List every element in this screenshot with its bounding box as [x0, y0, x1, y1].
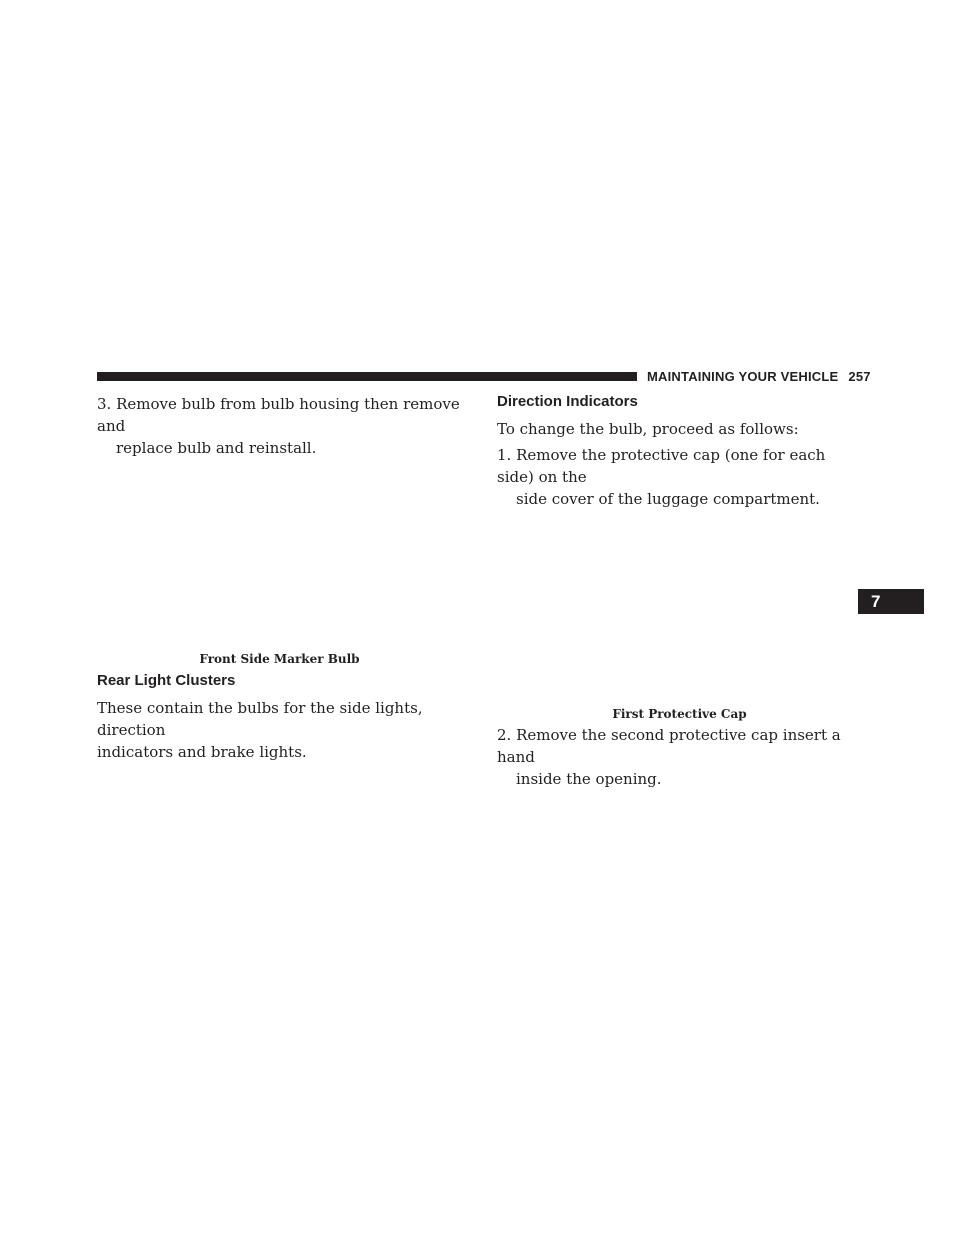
- step-3-number: 3.: [97, 395, 112, 413]
- step-2-line-2: inside the opening.: [516, 770, 662, 788]
- step-3-line-2: replace bulb and reinstall.: [116, 439, 317, 457]
- intro-text: To change the bulb, proceed as follows:: [497, 420, 799, 438]
- step-3: [97, 393, 462, 459]
- chapter-tab: 7: [858, 589, 924, 614]
- header-rule: [97, 372, 637, 381]
- paragraph-line-1: These contain the bulbs for the side lights, direction: [97, 699, 423, 739]
- figure-caption-front-side-marker-bulb: Front Side Marker Bulb: [199, 652, 360, 666]
- step-2-line-1: Remove the second protective cap insert a hand: [497, 726, 841, 766]
- paragraph-rear-light-clusters: [97, 697, 462, 763]
- paragraph-line-2: indicators and brake lights.: [97, 743, 307, 761]
- step-1-line-2: side cover of the luggage compartment.: [516, 490, 820, 508]
- page-header: [647, 369, 871, 384]
- step-2: [497, 724, 862, 790]
- step-1-line-1: Remove the protective cap (one for each side) on the: [497, 446, 826, 486]
- section-title: MAINTAINING YOUR VEHICLE: [647, 369, 839, 384]
- figure-caption-first-protective-cap: First Protective Cap: [612, 707, 747, 721]
- step-1: [497, 444, 862, 510]
- step-3-line-1: Remove bulb from bulb housing then remove and: [97, 395, 460, 435]
- heading-direction-indicators: Direction Indicators: [497, 393, 638, 410]
- step-2-number: 2.: [497, 726, 512, 744]
- step-1-number: 1.: [497, 446, 512, 464]
- page-number: 257: [848, 369, 871, 384]
- heading-rear-light-clusters: Rear Light Clusters: [97, 672, 236, 689]
